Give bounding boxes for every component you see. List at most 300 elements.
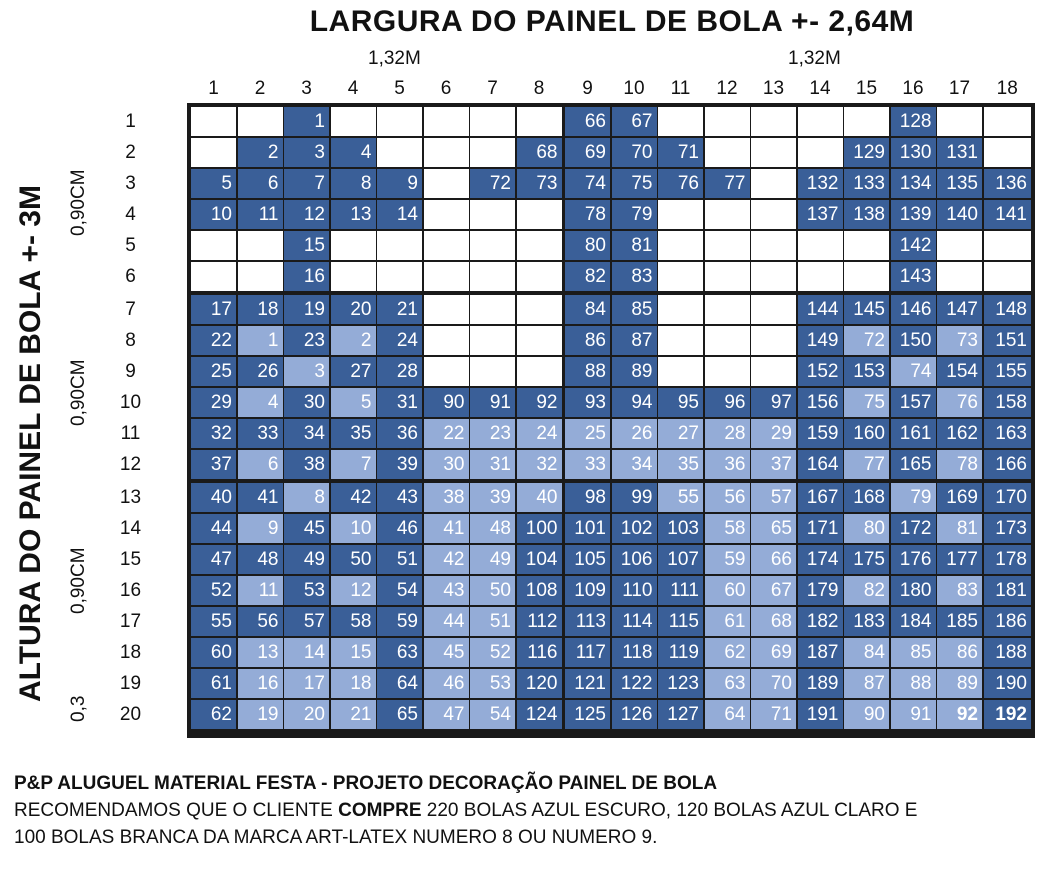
grid-cell: 146 xyxy=(891,295,936,324)
grid-cell: 130 xyxy=(891,138,936,167)
grid-cell-empty xyxy=(751,295,796,324)
grid-cell-empty xyxy=(705,295,750,324)
grid-cell: 38 xyxy=(284,450,329,479)
grid-cell: 147 xyxy=(937,295,982,324)
grid-cell: 118 xyxy=(612,638,657,667)
grid-cell-empty xyxy=(798,262,843,291)
grid-cell: 14 xyxy=(377,200,422,229)
grid-cell-empty xyxy=(238,231,283,260)
grid-cell: 12 xyxy=(331,576,376,605)
grid-cell: 148 xyxy=(984,295,1032,324)
grid-cell: 85 xyxy=(891,638,936,667)
grid-cell-empty xyxy=(705,107,750,136)
grid-cell: 63 xyxy=(705,669,750,698)
grid-cell: 59 xyxy=(377,607,422,636)
grid-cell-empty xyxy=(517,107,562,136)
footer-line-2 xyxy=(14,797,917,824)
grid-cell: 47 xyxy=(191,545,236,574)
grid-cell-empty xyxy=(517,357,562,386)
grid-cell: 20 xyxy=(331,295,376,324)
grid-cell: 181 xyxy=(984,576,1032,605)
grid-cell: 50 xyxy=(470,576,515,605)
grid-cell: 162 xyxy=(937,419,982,448)
grid-cell: 22 xyxy=(191,326,236,355)
grid-cell: 24 xyxy=(517,419,562,448)
row-number: 9 xyxy=(125,361,136,382)
column-number: 5 xyxy=(394,78,405,99)
grid-cell: 3 xyxy=(284,138,329,167)
grid-cell: 152 xyxy=(798,357,843,386)
row-number: 18 xyxy=(119,642,142,663)
grid-cell-empty xyxy=(751,200,796,229)
grid-cell: 34 xyxy=(612,450,657,479)
grid-cell-empty xyxy=(658,326,703,355)
column-number: 2 xyxy=(254,78,266,99)
grid-cell-empty xyxy=(424,231,469,260)
grid-cell-empty xyxy=(658,200,703,229)
grid-cell: 8 xyxy=(284,483,329,512)
grid-cell: 190 xyxy=(984,669,1032,698)
grid-cell: 62 xyxy=(705,638,750,667)
grid-cell: 22 xyxy=(424,419,469,448)
grid-cell: 114 xyxy=(612,607,657,636)
grid-cell-empty xyxy=(658,262,703,291)
grid-cell: 89 xyxy=(612,357,657,386)
grid-cell: 55 xyxy=(191,607,236,636)
grid-cell: 120 xyxy=(517,669,562,698)
grid-cell: 96 xyxy=(705,388,750,417)
footer-note xyxy=(14,770,917,851)
grid-cell-empty xyxy=(751,231,796,260)
grid-cell-empty xyxy=(984,107,1032,136)
grid-cell: 72 xyxy=(844,326,889,355)
grid-cell: 10 xyxy=(191,200,236,229)
grid-cell-empty xyxy=(470,295,515,324)
grid-cell: 117 xyxy=(565,638,610,667)
grid-cell: 109 xyxy=(565,576,610,605)
grid-cell: 89 xyxy=(937,669,982,698)
grid-cell-empty xyxy=(191,231,236,260)
grid-cell: 81 xyxy=(937,514,982,543)
grid-cell-empty xyxy=(751,138,796,167)
grid-cell: 42 xyxy=(424,545,469,574)
grid-cell-empty xyxy=(658,357,703,386)
grid-cell-empty xyxy=(470,107,515,136)
grid-cell-empty xyxy=(331,231,376,260)
grid-cell: 40 xyxy=(191,483,236,512)
grid-cell: 170 xyxy=(984,483,1032,512)
grid-cell: 185 xyxy=(937,607,982,636)
grid-cell: 128 xyxy=(891,107,936,136)
grid-cell: 28 xyxy=(705,419,750,448)
grid-cell: 76 xyxy=(937,388,982,417)
grid-cell: 34 xyxy=(284,419,329,448)
grid-cell-empty xyxy=(517,295,562,324)
grid-cell: 26 xyxy=(612,419,657,448)
grid-cell: 119 xyxy=(658,638,703,667)
row-number: 7 xyxy=(125,299,136,320)
grid-cell: 91 xyxy=(891,700,936,729)
grid-cell: 11 xyxy=(238,200,283,229)
grid-cell: 29 xyxy=(751,419,796,448)
grid-cell: 66 xyxy=(751,545,796,574)
grid-cell-empty xyxy=(517,326,562,355)
grid-cell-empty xyxy=(751,169,796,198)
grid-cell: 150 xyxy=(891,326,936,355)
grid-cell: 84 xyxy=(565,295,610,324)
grid-cell: 48 xyxy=(470,514,515,543)
row-number: 13 xyxy=(119,487,142,508)
grid-cell: 67 xyxy=(612,107,657,136)
grid-cell: 51 xyxy=(470,607,515,636)
grid-cell-empty xyxy=(984,231,1032,260)
grid-cell: 93 xyxy=(565,388,610,417)
grid-cell: 154 xyxy=(937,357,982,386)
grid-cell: 113 xyxy=(565,607,610,636)
grid-cell: 100 xyxy=(517,514,562,543)
grid-cell: 98 xyxy=(565,483,610,512)
grid-cell-empty xyxy=(238,107,283,136)
grid-cell: 192 xyxy=(984,700,1032,729)
grid-cell-empty xyxy=(658,107,703,136)
grid-cell: 182 xyxy=(798,607,843,636)
grid-cell: 140 xyxy=(937,200,982,229)
grid-cell: 97 xyxy=(751,388,796,417)
grid-cell: 56 xyxy=(705,483,750,512)
grid-cell: 103 xyxy=(658,514,703,543)
footer-line-2-bold: COMPRE xyxy=(338,800,422,821)
grid-cell: 139 xyxy=(891,200,936,229)
grid-cell: 107 xyxy=(658,545,703,574)
grid-cell: 79 xyxy=(612,200,657,229)
grid-cell: 82 xyxy=(565,262,610,291)
grid-cell: 4 xyxy=(331,138,376,167)
grid-cell: 70 xyxy=(751,669,796,698)
grid-cell: 44 xyxy=(191,514,236,543)
grid-cell: 83 xyxy=(612,262,657,291)
grid-cell-empty xyxy=(937,107,982,136)
grid-cell: 167 xyxy=(798,483,843,512)
grid-cell: 123 xyxy=(658,669,703,698)
column-number: 18 xyxy=(996,78,1018,99)
grid-cell: 122 xyxy=(612,669,657,698)
grid-cell: 42 xyxy=(331,483,376,512)
grid-cell: 79 xyxy=(891,483,936,512)
grid-cell: 30 xyxy=(424,450,469,479)
grid-cell: 31 xyxy=(470,450,515,479)
grid-cell: 32 xyxy=(191,419,236,448)
grid-cell: 73 xyxy=(517,169,562,198)
column-number: 4 xyxy=(347,78,359,99)
grid-cell: 53 xyxy=(470,669,515,698)
grid-cell-empty xyxy=(517,262,562,291)
grid-cell: 157 xyxy=(891,388,936,417)
row-number: 15 xyxy=(119,549,142,570)
grid-cell: 188 xyxy=(984,638,1032,667)
grid-cell: 138 xyxy=(844,200,889,229)
grid-cell: 77 xyxy=(705,169,750,198)
grid-cell-empty xyxy=(424,262,469,291)
grid-cell: 110 xyxy=(612,576,657,605)
grid-cell: 176 xyxy=(891,545,936,574)
grid-cell: 104 xyxy=(517,545,562,574)
row-number: 10 xyxy=(119,392,142,413)
grid-cell: 165 xyxy=(891,450,936,479)
grid-cell: 168 xyxy=(844,483,889,512)
row-number: 5 xyxy=(125,235,136,256)
grid-cell: 102 xyxy=(612,514,657,543)
grid-cell: 87 xyxy=(844,669,889,698)
column-number: 14 xyxy=(809,78,831,99)
grid-cell: 74 xyxy=(891,357,936,386)
grid-cell: 45 xyxy=(424,638,469,667)
grid-cell: 2 xyxy=(238,138,283,167)
grid-cell: 13 xyxy=(238,638,283,667)
grid-cell: 1 xyxy=(238,326,283,355)
grid-cell: 74 xyxy=(565,169,610,198)
grid-cell-empty xyxy=(424,357,469,386)
row-number: 19 xyxy=(119,673,142,694)
grid-cell: 38 xyxy=(424,483,469,512)
grid-cell: 180 xyxy=(891,576,936,605)
side-measure-2: 0,90CM xyxy=(68,359,89,426)
column-number: 10 xyxy=(623,78,645,99)
grid-cell: 7 xyxy=(331,450,376,479)
column-number: 12 xyxy=(716,78,738,99)
grid-cell: 14 xyxy=(284,638,329,667)
grid-cell: 6 xyxy=(238,169,283,198)
grid-cell: 21 xyxy=(331,700,376,729)
grid-cell: 2 xyxy=(331,326,376,355)
grid-cell-empty xyxy=(751,262,796,291)
grid-cell: 41 xyxy=(238,483,283,512)
grid-cell: 32 xyxy=(517,450,562,479)
grid-cell-empty xyxy=(984,138,1032,167)
grid-cell: 40 xyxy=(517,483,562,512)
grid-cell: 4 xyxy=(238,388,283,417)
grid-cell: 43 xyxy=(424,576,469,605)
grid-cell: 17 xyxy=(191,295,236,324)
grid-cell: 24 xyxy=(377,326,422,355)
grid-cell: 60 xyxy=(191,638,236,667)
row-number: 11 xyxy=(120,423,141,444)
grid-cell: 33 xyxy=(565,450,610,479)
grid-cell: 105 xyxy=(565,545,610,574)
grid-cell: 94 xyxy=(612,388,657,417)
grid-cell: 61 xyxy=(705,607,750,636)
grid-cell: 95 xyxy=(658,388,703,417)
grid-cell: 10 xyxy=(331,514,376,543)
grid-cell: 129 xyxy=(844,138,889,167)
grid-cell-empty xyxy=(377,138,422,167)
column-number: 7 xyxy=(487,78,498,99)
grid-cell-empty xyxy=(470,262,515,291)
grid-cell-empty xyxy=(751,107,796,136)
grid-cell: 49 xyxy=(470,545,515,574)
grid-cell: 68 xyxy=(751,607,796,636)
row-number: 3 xyxy=(125,173,136,194)
grid-cell: 115 xyxy=(658,607,703,636)
grid-cell: 5 xyxy=(191,169,236,198)
grid-cell: 23 xyxy=(284,326,329,355)
grid-cell-empty xyxy=(424,200,469,229)
grid-cell: 90 xyxy=(844,700,889,729)
grid-cell: 66 xyxy=(565,107,610,136)
grid-cell: 50 xyxy=(331,545,376,574)
grid-cell: 43 xyxy=(377,483,422,512)
grid-cell-empty xyxy=(377,262,422,291)
grid-cell: 17 xyxy=(284,669,329,698)
grid-cell-empty xyxy=(937,262,982,291)
grid-cell: 121 xyxy=(565,669,610,698)
grid-cell: 76 xyxy=(658,169,703,198)
grid-cell: 37 xyxy=(191,450,236,479)
column-number: 9 xyxy=(582,78,593,99)
grid-cell: 55 xyxy=(658,483,703,512)
grid-cell: 143 xyxy=(891,262,936,291)
grid-cell: 45 xyxy=(284,514,329,543)
grid-cell: 27 xyxy=(331,357,376,386)
grid-cell: 29 xyxy=(191,388,236,417)
grid-cell: 70 xyxy=(612,138,657,167)
grid-cell: 33 xyxy=(238,419,283,448)
grid-cell: 49 xyxy=(284,545,329,574)
grid-cell: 15 xyxy=(331,638,376,667)
grid-cell: 171 xyxy=(798,514,843,543)
row-number: 4 xyxy=(125,204,136,225)
grid-cell: 72 xyxy=(470,169,515,198)
grid-cell-empty xyxy=(751,357,796,386)
grid-cell: 91 xyxy=(470,388,515,417)
grid-cell-empty xyxy=(984,262,1032,291)
grid-cell: 172 xyxy=(891,514,936,543)
grid-cell: 90 xyxy=(424,388,469,417)
column-number: 16 xyxy=(902,78,924,99)
grid-cell: 19 xyxy=(238,700,283,729)
grid-cell: 127 xyxy=(658,700,703,729)
grid-cell: 134 xyxy=(891,169,936,198)
grid-cell-empty xyxy=(705,326,750,355)
grid-cell-empty xyxy=(470,138,515,167)
column-number: 11 xyxy=(670,78,691,99)
grid-cell: 18 xyxy=(331,669,376,698)
grid-cell-empty xyxy=(331,262,376,291)
grid-cell: 8 xyxy=(331,169,376,198)
grid-cell-empty xyxy=(705,200,750,229)
grid-cell: 145 xyxy=(844,295,889,324)
grid-cell: 64 xyxy=(377,669,422,698)
column-number: 13 xyxy=(762,78,785,99)
grid-cell: 189 xyxy=(798,669,843,698)
grid-cell: 20 xyxy=(284,700,329,729)
grid-cell: 5 xyxy=(331,388,376,417)
grid-cell: 56 xyxy=(238,607,283,636)
top-measure-right: 1,32M xyxy=(788,48,841,69)
grid-cell: 78 xyxy=(565,200,610,229)
grid-cell: 46 xyxy=(424,669,469,698)
grid-cell-empty xyxy=(424,326,469,355)
grid-cell: 160 xyxy=(844,419,889,448)
grid-cell: 166 xyxy=(984,450,1032,479)
grid-cell: 23 xyxy=(470,419,515,448)
grid-cell: 35 xyxy=(658,450,703,479)
grid-cell: 163 xyxy=(984,419,1032,448)
grid-cell: 126 xyxy=(612,700,657,729)
column-number: 3 xyxy=(301,78,312,99)
grid-cell-empty xyxy=(844,107,889,136)
row-number: 8 xyxy=(125,330,136,351)
grid-cell-empty xyxy=(424,138,469,167)
grid-cell-empty xyxy=(470,200,515,229)
grid-cell-empty xyxy=(705,262,750,291)
grid-cell: 80 xyxy=(565,231,610,260)
grid-cell-empty xyxy=(517,231,562,260)
grid-cell: 59 xyxy=(705,545,750,574)
grid-cell: 67 xyxy=(751,576,796,605)
column-number: 15 xyxy=(855,78,878,99)
grid-cell: 54 xyxy=(470,700,515,729)
grid-cell: 124 xyxy=(517,700,562,729)
grid-cell: 77 xyxy=(844,450,889,479)
grid-cell: 3 xyxy=(284,357,329,386)
grid-cell-empty xyxy=(705,138,750,167)
grid-cell-empty xyxy=(470,231,515,260)
grid-cell: 63 xyxy=(377,638,422,667)
page-title: LARGURA DO PAINEL DE BOLA +- 2,64M xyxy=(309,5,915,38)
grid-cell: 52 xyxy=(191,576,236,605)
grid-cell: 31 xyxy=(377,388,422,417)
grid-cell: 41 xyxy=(424,514,469,543)
grid-cell: 101 xyxy=(565,514,610,543)
grid-cell: 92 xyxy=(937,700,982,729)
grid-cell-empty xyxy=(191,107,236,136)
grid-cell-empty xyxy=(517,200,562,229)
side-title: ALTURA DO PAINEL DE BOLA +- 3M xyxy=(14,185,47,702)
grid-cell: 80 xyxy=(844,514,889,543)
grid-cell: 164 xyxy=(798,450,843,479)
grid-cell-empty xyxy=(377,107,422,136)
grid-cell: 69 xyxy=(565,138,610,167)
grid-cell: 108 xyxy=(517,576,562,605)
column-number: 1 xyxy=(208,78,219,99)
grid-cell-empty xyxy=(424,107,469,136)
grid-cell: 9 xyxy=(238,514,283,543)
column-number: 17 xyxy=(948,78,971,99)
grid-cell-empty xyxy=(798,138,843,167)
grid-cell: 177 xyxy=(937,545,982,574)
side-measure-4: 0,3 xyxy=(68,695,89,722)
grid-cell: 87 xyxy=(612,326,657,355)
grid-cell: 36 xyxy=(705,450,750,479)
grid-cell: 71 xyxy=(751,700,796,729)
grid-cell-empty xyxy=(191,138,236,167)
grid-cell: 88 xyxy=(565,357,610,386)
grid-cell-empty xyxy=(705,357,750,386)
grid-cell-empty xyxy=(751,326,796,355)
grid-cell: 156 xyxy=(798,388,843,417)
footer-line-3: 100 BOLAS BRANCA DA MARCA ART-LATEX NUMERO 8 OU NUMERO 9. xyxy=(14,827,658,848)
grid-cell: 75 xyxy=(844,388,889,417)
grid-cell: 116 xyxy=(517,638,562,667)
grid-cell-empty xyxy=(844,262,889,291)
grid-cell: 61 xyxy=(191,669,236,698)
grid-cell: 125 xyxy=(565,700,610,729)
side-measure-3: 0,90CM xyxy=(68,547,89,614)
grid-cell-empty xyxy=(798,231,843,260)
grid-cell: 179 xyxy=(798,576,843,605)
grid-cell: 11 xyxy=(238,576,283,605)
grid-cell: 133 xyxy=(844,169,889,198)
